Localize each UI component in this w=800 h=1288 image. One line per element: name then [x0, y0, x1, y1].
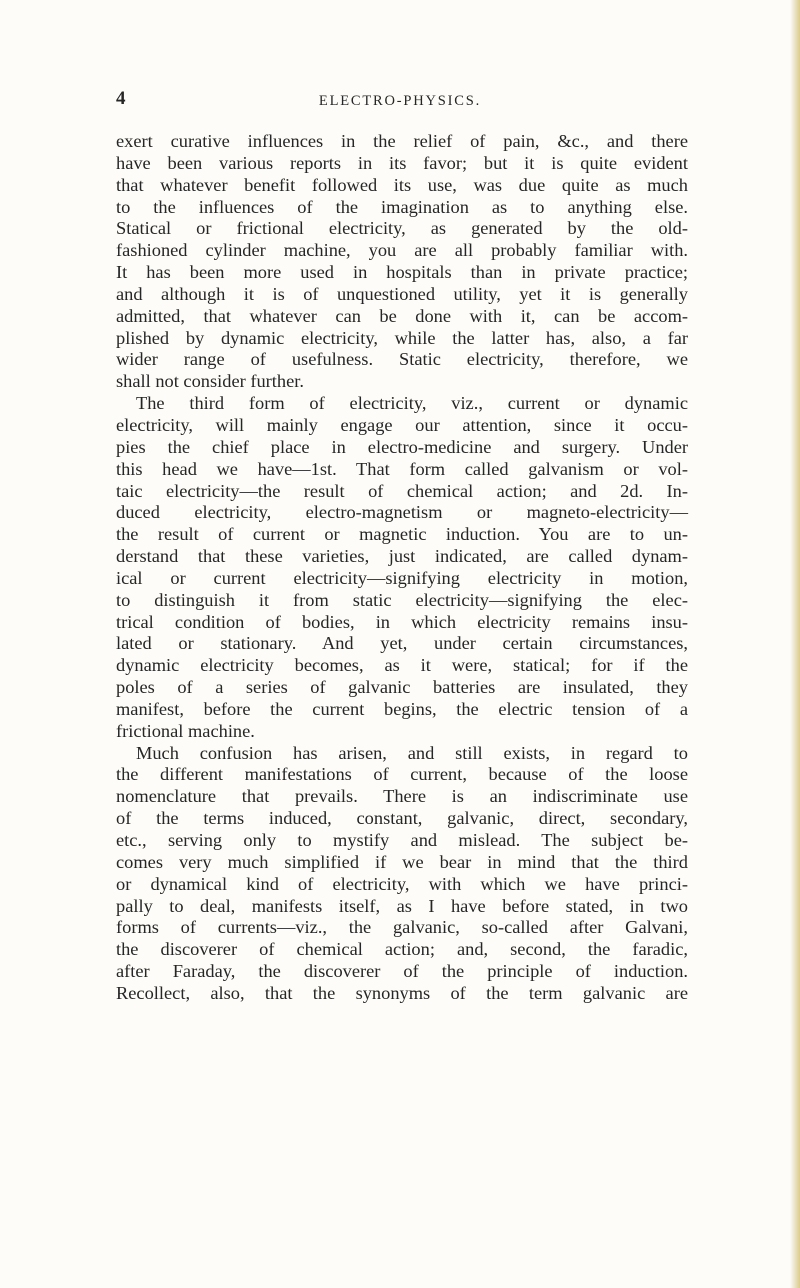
- text-line: nomenclature that prevails. There is an indiscriminate use: [116, 786, 688, 807]
- text-line: this head we have—1st. That form called galvanism or vol-: [116, 458, 688, 479]
- paragraph: [116, 743, 688, 1005]
- text-line: manifest, before the current begins, the electric tension of a: [116, 698, 688, 719]
- text-line: that whatever benefit followed its use, was due quite as much: [116, 174, 688, 195]
- text-line: the discoverer of chemical action; and, second, the faradic,: [116, 939, 688, 960]
- running-head: ELECTRO-PHYSICS.: [318, 93, 482, 109]
- page-edge-shadow: [790, 0, 800, 1288]
- text-line: plished by dynamic electricity, while the latter has, also, a far: [116, 327, 688, 348]
- paragraph: [116, 393, 688, 743]
- text-line: Recollect, also, that the synonyms of the term galvanic are: [116, 982, 688, 1003]
- text-line: the result of current or magnetic induction. You are to un-: [116, 524, 688, 545]
- text-line: It has been more used in hospitals than in private practice;: [116, 262, 688, 283]
- text-line: poles of a series of galvanic batteries are insulated, they: [116, 677, 688, 698]
- text-line: The third form of electricity, viz., current or dynamic: [136, 393, 688, 414]
- text-line: fashioned cylinder machine, you are all probably familiar with.: [116, 240, 688, 261]
- text-line: or dynamical kind of electricity, with which we have princi-: [116, 873, 688, 894]
- text-line: taic electricity—the result of chemical action; and 2d. In-: [116, 480, 688, 501]
- page-header: [0, 88, 800, 112]
- text-line: ical or current electricity—signifying electricity in motion,: [116, 567, 688, 588]
- paragraph: [116, 131, 688, 393]
- text-line: duced electricity, electro-magnetism or magneto-electricity—: [116, 502, 688, 523]
- text-line: pally to deal, manifests itself, as I have before stated, in two: [116, 895, 688, 916]
- text-line: after Faraday, the discoverer of the principle of induction.: [116, 961, 688, 982]
- text-line: and although it is of unquestioned utility, yet it is generally: [116, 283, 688, 304]
- text-line: Much confusion has arisen, and still exists, in regard to: [136, 742, 688, 763]
- text-line: lated or stationary. And yet, under certain circumstances,: [116, 633, 688, 654]
- text-line: frictional machine.: [116, 720, 255, 741]
- text-line: to the influences of the imagination as to anything else.: [116, 196, 688, 217]
- text-line: comes very much simplified if we bear in mind that the third: [116, 851, 688, 872]
- text-line: the different manifestations of current, because of the loose: [116, 764, 688, 785]
- text-line: derstand that these varieties, just indicated, are called dynam-: [116, 546, 688, 567]
- text-line: wider range of usefulness. Static electricity, therefore, we: [116, 349, 688, 370]
- text-line: exert curative influences in the relief of pain, &c., and there: [116, 131, 688, 151]
- text-line: shall not consider further.: [116, 371, 304, 392]
- text-line: have been various reports in its favor; but it is quite evident: [116, 152, 688, 173]
- body-text: [116, 131, 688, 1005]
- text-line: to distinguish it from static electricity—signifying the elec-: [116, 589, 688, 610]
- text-line: electricity, will mainly engage our attention, since it occu-: [116, 414, 688, 435]
- text-line: etc., serving only to mystify and mislead. The subject be-: [116, 830, 688, 850]
- text-line: of the terms induced, constant, galvanic, direct, secondary,: [116, 808, 688, 829]
- page-number: 4: [116, 88, 126, 109]
- text-line: dynamic electricity becomes, as it were, statical; for if the: [116, 655, 688, 676]
- text-line: admitted, that whatever can be done with it, can be accom-: [116, 305, 688, 326]
- text-line: trical condition of bodies, in which electricity remains insu-: [116, 611, 688, 632]
- text-line: Statical or frictional electricity, as generated by the old-: [116, 218, 688, 239]
- text-line: forms of currents—viz., the galvanic, so-called after Galvani,: [116, 917, 688, 938]
- text-line: pies the chief place in electro-medicine and surgery. Under: [116, 436, 688, 457]
